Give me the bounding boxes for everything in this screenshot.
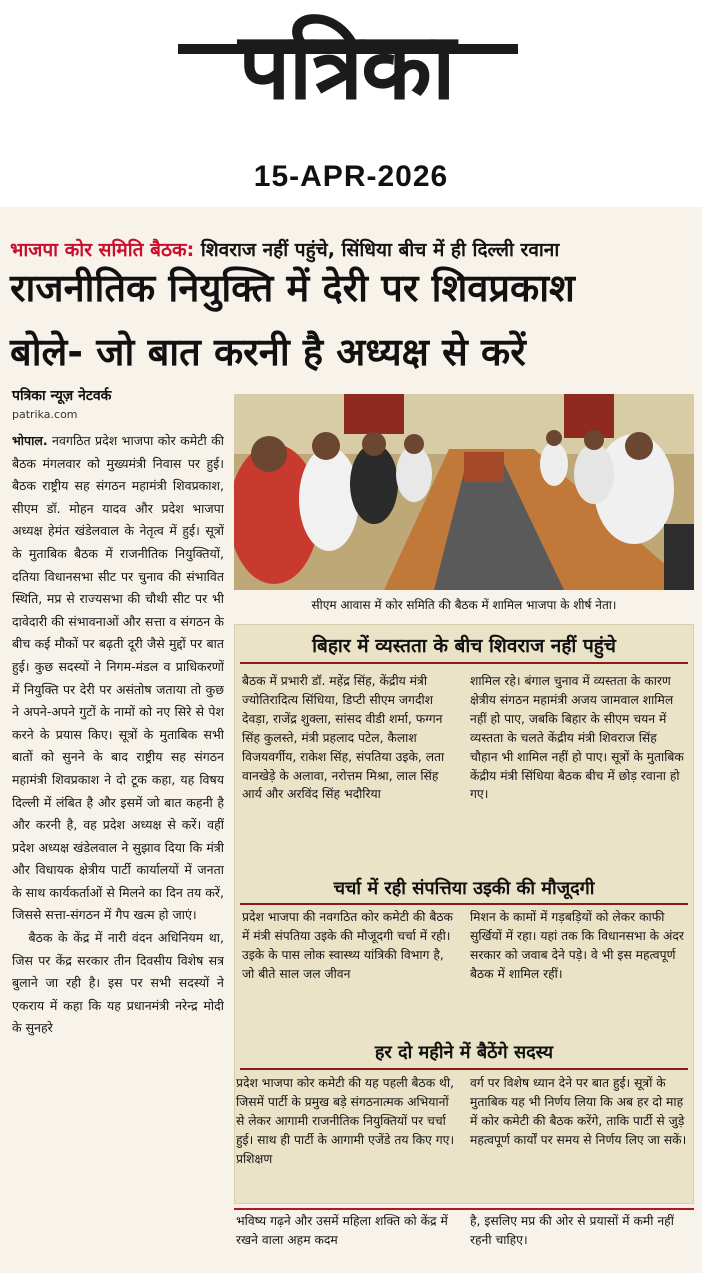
byline-url: patrika.com xyxy=(12,408,78,421)
box-bottom-rule xyxy=(234,1208,694,1210)
body-text-1: नवगठित प्रदेश भाजपा कोर कमेटी की बैठक मंगलवार को मुख्यमंत्री निवास पर हुई। बैठक राष्ट्रीय सह संगठन महामंत्री शिवप्रकाश, सीएम डॉ. मोहन यादव और प्रदेश भाजपा अध्यक्ष हेमंत खंडेलवाल के नेतृत्व में हुई। सूत्रों के मुताबिक बैठक में राजनीतिक नियुक्तियों, दतिया विधानसभा सीट पर चुनाव की संभावित स्थिति, मप्र से राज्यसभा की चौथी सीट पर भी दावेदारी की संभावनाओं और सत्ता व संगठन के बीच कई मौकों पर बढ़ती दूरी जैसे मुद्दों पर बात हुई। कुछ सदस्यों ने निगम-मंडल व प्राधिकरणों में नियुक्ति पर देरी पर असंतोष जताया तो कुछ ने अपने-अपने गुटों के नामों को नए सिरे से पेश करने के प्रयास किए। सूत्रों के मुताबिक सभी बातों को सुनने के बाद राष्ट्रीय सह संगठन महामंत्री शिवप्रकाश ने दो टूक कहा, यह विषय दिल्ली में लंबित है और इसमें जो बात कहनी है और करनी है, वह प्रदेश अध्यक्ष से करें। वहीं प्रदेश अध्यक्ष खंडेलवाल ने सुझाव दिया कि मंत्री और विधायक क्षेत्रीय पार्टी कार्यालयों में जनता के साथ कार्यकर्ताओं से मिलने का दिन तय करें, जिससे सत्ता-संगठन में गैप खत्म हो जाएं। xyxy=(12,433,224,923)
headline-line-1: राजनीतिक नियुक्ति में देरी पर शिवप्रकाश xyxy=(10,266,575,310)
subhead-sampatiya: चर्चा में रही संपत्तिया उइकी की मौजूदगी xyxy=(333,878,595,899)
edition-date: 15-APR-2026 xyxy=(253,160,449,193)
sampatiya-column-1: प्रदेश भाजपा की नवगठित कोर कमेटी की बैठक में मंत्री संपतिया उइके की मौजूदगी चर्चा में रही। उइके के पास लोक स्वास्थ्य यांत्रिकी विभाग है, जो बीते साल जल जीवन xyxy=(242,910,454,981)
headline-line-2: बोले- जो बात करनी है अध्यक्ष से करें xyxy=(10,330,526,374)
body-text-2: बैठक के केंद्र में नारी वंदन अधिनियम था, जिस पर केंद्र सरकार तीन दिवसीय विशेष सत्र बुलाने जा रही है। इस पर सभी सदस्यों ने एकराय में कहा कि यह प्रधानमंत्री नरेन्द्र मोदी के सुनहरे xyxy=(12,930,224,1036)
meeting-photo xyxy=(234,394,694,590)
body-paragraph-1 xyxy=(12,430,224,927)
article-body-left-column xyxy=(12,430,224,1266)
bihar-column-2: शामिल रहे। बंगाल चुनाव में व्यस्तता के कारण क्षेत्रीय संगठन महामंत्री अजय जामवाल शामिल नहीं हो पाए, जबकि बिहार के सीएम चयन में व्यस्तता के चलते केंद्रीय मंत्री शिवराज सिंह चौहान भी शामिल नहीं हो पाए। सूत्रों के मुताबिक केंद्रीय मंत्री सिंधिया बैठक बीच में छोड़ रवाना हो गए। xyxy=(470,674,684,802)
byline: पत्रिका न्यूज़ नेटवर्क xyxy=(12,388,112,404)
subhead-rule-3 xyxy=(240,1068,688,1070)
two-months-column-2: वर्ग पर विशेष ध्यान देने पर बात हुई। सूत्रों के मुताबिक यह भी निर्णय लिया कि अब हर दो माह में कोर कमेटी की बैठक करेंगे, ताकि पार्टी से जुड़े महत्वपूर्ण कार्यों पर समय से निर्णय लिए जा सकें। xyxy=(470,1076,687,1147)
subhead-two-months: हर दो महीने में बैठेंगे सदस्य xyxy=(374,1042,554,1063)
photo-caption: सीएम आवास में कोर समिति की बैठक में शामिल भाजपा के शीर्ष नेता। xyxy=(311,598,617,612)
bihar-column-1: बैठक में प्रभारी डॉ. महेंद्र सिंह, केंद्रीय मंत्री ज्योतिरादित्य सिंधिया, डिप्टी सीएम जगदीश देवड़ा, राजेंद्र शुक्ला, सांसद वीडी शर्मा, फग्गन सिंह कुलस्ते, मंत्री प्रहलाद पटेल, कैलाश विजयवर्गीय, राकेश सिंह, संपतिया उइके, लता वानखेड़े के अलावा, नरोत्तम मिश्रा, लाल सिंह आर्य और अरविंद सिंह भदौरिया xyxy=(242,674,445,802)
kicker-text: शिवराज नहीं पहुंचे, सिंधिया बीच में ही दिल्ली रवाना xyxy=(200,239,560,261)
dateline: भोपाल. xyxy=(12,433,48,448)
body-paragraph-2 xyxy=(12,927,224,1040)
subhead-rule-2 xyxy=(240,903,688,905)
kicker-label: भाजपा कोर समिति बैठक: xyxy=(10,239,195,261)
sampatiya-column-2: मिशन के कामों में गड़बड़ियों को लेकर काफी सुर्खियों में रहा। यहां तक कि विधानसभा के अंदर सरकार को जवाब देने पड़े। वे भी इस महत्वपूर्ण बैठक में शामिल रहीं। xyxy=(470,910,684,981)
subhead-rule-1 xyxy=(240,662,688,664)
masthead xyxy=(0,0,702,200)
two-months-column-1: प्रदेश भाजपा कोर कमेटी की यह पहली बैठक थी, जिसमें पार्टी के प्रमुख बड़े संगठनात्मक अभियानों से लेकर आगामी राजनीतिक नियुक्तियों पर चर्चा हुई। साथ ही पार्टी के आगामी एजेंडे तय किए गए। प्रशिक्षण xyxy=(236,1076,455,1166)
newspaper-logo: पत्रिका xyxy=(238,12,454,120)
continuation-column-2: है, इसलिए मप्र की ओर से प्रयासों में कमी नहीं रहनी चाहिए। xyxy=(470,1214,674,1247)
subhead-bihar: बिहार में व्यस्तता के बीच शिवराज नहीं पहुंचे xyxy=(312,635,616,657)
continuation-column-1: भविष्य गढ़ने और उसमें महिला शक्ति को केंद्र में रखने वाला अहम कदम xyxy=(236,1214,448,1247)
kicker-line xyxy=(10,236,700,262)
